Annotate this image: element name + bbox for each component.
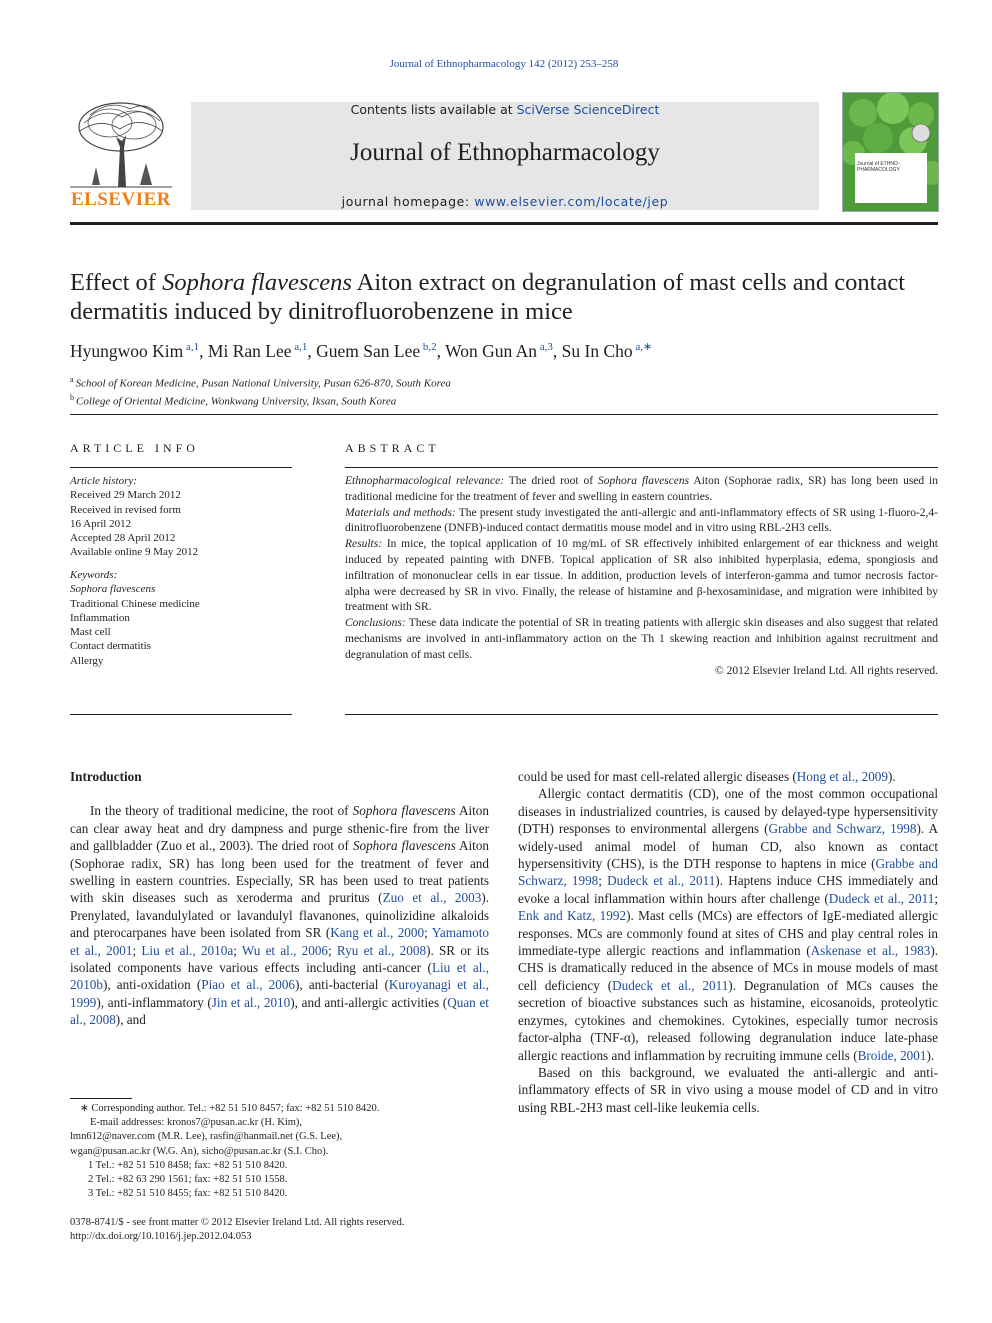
author-name: Mi Ran Lee xyxy=(207,340,292,361)
author-list: Hyungwoo Kim $^{a,1}$, Mi Ran Lee $^{a,1}$, Guem San Lee $^{b,2}$, Won Gun An $^{a,3}$, Su In Cho $^{a,∗}$ xyxy=(70,340,653,361)
body-text: ; xyxy=(328,942,337,958)
history-list xyxy=(70,488,292,559)
keyword-item: Allergy xyxy=(70,654,104,667)
footnote-corresponding: ∗ Corresponding author. Tel.: +82 51 510 8457; fax: +82 51 510 8420. xyxy=(80,1103,380,1114)
intro-paragraph-1-continued xyxy=(518,768,938,785)
body-text: Allergic contact dermatitis (CD), one of the most common occupational diseases in industrialized countries, is caused by delayed-type hypersensitivity (DTH) responses to environmental allergens ( xyxy=(518,786,938,837)
abstract-results xyxy=(345,537,938,616)
history-label: Article history: xyxy=(70,475,137,487)
title-divider xyxy=(70,414,938,415)
keyword-list xyxy=(70,582,292,668)
footnote-emails-2[interactable]: lmn612@naver.com (M.R. Lee), rasfin@hanmail.net (G.S. Lee), xyxy=(70,1131,343,1143)
abstract-heading: ABSTRACT xyxy=(345,441,440,455)
journal-banner xyxy=(191,102,819,210)
author-name: Hyungwoo Kim xyxy=(70,340,184,361)
contents-prefix: Contents lists available at xyxy=(350,102,517,117)
body-text: ). xyxy=(926,1047,935,1063)
cover-title: Journal of ETHNO-PHARMACOLOGY xyxy=(857,161,900,173)
abstract-relevance xyxy=(345,474,938,506)
abstract-bottom-rule xyxy=(345,714,938,715)
citation-link[interactable]: Broide, 2001 xyxy=(857,1047,927,1063)
sciencedirect-link[interactable]: SciVerse ScienceDirect xyxy=(516,102,660,117)
body-text: ). Mast cells (MCs) are effectors of IgE-mediated allergic responses. MCs are commonly found at sites of CHS and play central roles in immediate-type allergic reactions and inflammation ( xyxy=(518,908,938,959)
footnote-1: 1 Tel.: +82 51 510 8458; fax: +82 51 510 8420. xyxy=(88,1159,288,1171)
abstract-rule xyxy=(345,467,938,468)
author-affiliation-mark[interactable]: a,3 xyxy=(537,341,553,353)
author-affiliation-mark[interactable]: a,1 xyxy=(291,341,308,353)
body-text: Aiton can clear away heat and dry dampness and purge sthenic-fire from the liver and gallbladder (Zuo et al., 2003). The dried root of xyxy=(70,803,489,854)
body-text: ). A widely-used animal model of human CD, also known as contact hypersensitivity (CHS), is the DTH response to haptens in mice ( xyxy=(518,821,939,872)
body-text: could be used for mast cell-related allergic diseases ( xyxy=(518,769,797,784)
body-text: ). Degranulation of MCs causes the secretion of bioactive substances such as histamine, eicosanoids, proteolytic enzymes, cytokines and chemokines. Cytokines, especially tumor necrosis factor-alpha (TNF-α), released following degranulation induce late-phase allergic reactions and inflammation by recruiting immune cells ( xyxy=(518,977,939,1063)
footnote-emails[interactable]: E-mail addresses: kronos7@pusan.ac.kr (H. Kim), xyxy=(90,1117,303,1129)
elsevier-tree-icon xyxy=(70,97,172,189)
citation-link[interactable]: Grabbe and Schwarz, 1998 xyxy=(518,856,938,889)
citation-link[interactable]: Wu et al., 2006 xyxy=(241,942,329,958)
body-text: Based on this background, we evaluated the anti-allergic and anti-inflammatory effects of SR in vivo using a mouse model of CD and in vitro using RBL-2H3 mast cell-like leukemia cells. xyxy=(518,1064,938,1115)
methods-label: Materials and methods: xyxy=(345,506,456,519)
article-title xyxy=(70,268,938,326)
citation-link[interactable]: Piao et al., 2006 xyxy=(201,977,296,993)
citation-link[interactable]: Zuo et al., 2003 xyxy=(382,890,482,906)
affiliation-mark: b xyxy=(70,392,76,402)
history-item: Available online 9 May 2012 xyxy=(70,546,199,559)
citation-link[interactable]: Dudeck et al., 2011 xyxy=(612,977,729,993)
body-text: ; xyxy=(424,925,432,941)
issn-line: 0378-8741/$ - see front matter © 2012 Elsevier Ireland Ltd. All rights reserved. xyxy=(70,1217,405,1228)
article-info-heading: ARTICLE INFO xyxy=(70,441,199,455)
keywords-label: Keywords: xyxy=(70,569,118,581)
footnotes xyxy=(70,1102,489,1201)
title-part-1: Effect of xyxy=(70,269,163,296)
body-text: ), anti-inflammatory ( xyxy=(96,994,212,1010)
article-history xyxy=(70,474,292,560)
keyword-item: Inflammation xyxy=(70,611,130,624)
results-text: In mice, the topical application of 10 mg/mL of SR effectively inhibited enlargement of ear thickness and weight induced by repeated painting with DNFB. Topical application of SR also inhibited hyperplasia, edema, spongiosis and infiltration of mononuclear cells in ear tissue. In addition, production levels of interferon-gamma and tumor necrosis factor-alpha were decreased by SR in vivo. Finally, the release of histamine and β-hexosaminidase, and migration were inhibited by treatment with SR. xyxy=(345,538,938,614)
abstract-methods xyxy=(345,506,938,538)
citation-link[interactable]: Ryu et al., 2008 xyxy=(336,942,427,958)
body-text: ). SR or its isolated components have various effects including anti-cancer ( xyxy=(70,942,489,976)
homepage-line xyxy=(191,194,819,209)
homepage-link[interactable]: www.elsevier.com/locate/jep xyxy=(474,194,669,209)
abstract-body xyxy=(345,474,938,679)
methods-text: The present study investigated the anti-allergic and anti-inflammatory effects of SR using 1-fluoro-2,4-dinitrofluorobenzene (DNFB)-induced contact dermatitis mouse model and in vitro using RBL-2H3 cells. xyxy=(345,506,938,535)
citation-link[interactable]: Quan et al., 2008 xyxy=(70,994,489,1028)
body-column-right xyxy=(518,768,938,1116)
journal-cover-image xyxy=(842,92,939,212)
body-text: ). Prenylated, lavandulylated or lavandulyl flavanones, quinolizidine alkaloids and pterocarpanes have been isolated from SR ( xyxy=(70,890,490,941)
intro-paragraph-2 xyxy=(518,785,938,1064)
article-info-bottom-rule xyxy=(70,714,292,715)
body-text: ), and xyxy=(115,1012,146,1028)
author-affiliation-mark[interactable]: a,∗ xyxy=(632,341,653,353)
author-affiliation-mark[interactable]: a,1 xyxy=(183,341,200,353)
footnote-emails-3[interactable]: wgan@pusan.ac.kr (W.G. An), sicho@pusan.ac.kr (S.I. Cho). xyxy=(70,1145,329,1157)
journal-reference[interactable]: Journal of Ethnopharmacology 142 (2012) 253–258 xyxy=(389,58,619,70)
body-text: Aiton (Sophorae radix, SR) has long been used for the treatment of fever and swelling in eastern countries. Especially, SR has been used to treat patients with skin diseases such as xeroderma and pruritus ( xyxy=(70,838,490,906)
contents-line xyxy=(191,102,819,117)
affiliation-list xyxy=(70,373,938,408)
keyword-item: Traditional Chinese medicine xyxy=(70,597,200,610)
elsevier-wordmark: ELSEVIER xyxy=(70,189,172,210)
article-info-rule xyxy=(70,467,292,468)
footnote-3: 3 Tel.: +82 51 510 8455; fax: +82 51 510 8420. xyxy=(88,1188,288,1200)
intro-paragraph-3 xyxy=(518,1064,938,1116)
abstract-conclusions xyxy=(345,616,938,663)
copyright-line: © 2012 Elsevier Ireland Ltd. All rights reserved. xyxy=(714,664,938,677)
body-text: ), anti-oxidation ( xyxy=(102,977,202,993)
body-text: ), and anti-allergic activities ( xyxy=(290,994,448,1010)
author-name: Won Gun An xyxy=(445,340,538,361)
intro-paragraph-1 xyxy=(70,802,489,1028)
history-item: Received 29 March 2012 xyxy=(70,489,181,502)
affiliation-item xyxy=(70,373,938,391)
elsevier-logo xyxy=(70,97,172,211)
citation-link[interactable]: Askenase et al., 1983 xyxy=(810,943,931,959)
affiliation-item xyxy=(70,391,938,409)
title-species: Sophora flavescens xyxy=(162,269,352,296)
citation-link[interactable]: Jin et al., 2010 xyxy=(211,994,291,1010)
journal-title: Journal of Ethnopharmacology xyxy=(350,139,660,166)
citation-link[interactable]: Dudeck et al., 2011 xyxy=(828,890,935,906)
citation-link[interactable]: Dudeck et al., 2011 xyxy=(607,873,716,889)
affiliation-text: School of Korean Medicine, Pusan National University, Pusan 626-870, South Korea xyxy=(75,377,451,390)
keyword-item: Mast cell xyxy=(70,626,111,639)
results-label: Results: xyxy=(345,538,383,551)
keywords-block xyxy=(70,568,292,668)
citation-link[interactable]: Kuroyanagi et al., 1999 xyxy=(70,977,489,1010)
citation-link[interactable]: Liu et al., 2010a xyxy=(141,942,234,958)
citation-link[interactable]: Kang et al., 2000 xyxy=(330,925,425,941)
conclusions-text: These data indicate the potential of SR in treating patients with allergic skin diseases and also suggest that related mechanisms are involved in anti-inflammatory action on the Th 1 skewing reaction and inhibition against recruitment and degranulation of mast cells. xyxy=(345,617,938,661)
citation-link[interactable]: Grabbe and Schwarz, 1998 xyxy=(768,821,917,837)
keyword-item: Sophora flavescens xyxy=(70,583,156,596)
body-text: ; xyxy=(598,873,608,889)
introduction-heading: Introduction xyxy=(70,769,142,784)
body-text: ). Haptens induce CHS immediately and evoke a local inflammation within hours after challenge ( xyxy=(518,873,938,906)
author-affiliation-mark[interactable]: b,2 xyxy=(420,341,437,353)
citation-link[interactable]: Liu et al., 2010b xyxy=(70,960,489,993)
keyword-item: Contact dermatitis xyxy=(70,640,151,653)
body-text: ; xyxy=(233,942,242,958)
doi-link[interactable]: http://dx.doi.org/10.1016/j.jep.2012.04.053 xyxy=(70,1231,252,1243)
citation-link[interactable]: Yamamoto et al., 2001 xyxy=(70,925,489,958)
relevance-species: Sophora flavescens xyxy=(597,475,690,487)
citation-link[interactable]: Hong et al., 2009 xyxy=(796,769,888,784)
body-text: ; xyxy=(132,942,142,958)
cover-foliage-icon xyxy=(843,93,938,211)
history-item: Received in revised form xyxy=(70,503,181,516)
author-name: Su In Cho xyxy=(561,340,633,361)
relevance-text-b: Aiton (Sophorae radix, SR) has long been used in traditional medicine for the treatment of fever and swelling in eastern countries. xyxy=(345,475,939,503)
title-part-2: Aiton extract on degranulation of mast cells and contact dermatitis induced by dinitrofluorobenzene in mice xyxy=(70,269,906,325)
footnote-2: 2 Tel.: +82 63 290 1561; fax: +82 51 510 1558. xyxy=(88,1174,288,1186)
history-item: Accepted 28 April 2012 xyxy=(70,532,176,545)
affiliation-mark: a xyxy=(70,375,76,384)
body-text: ), anti-bacterial ( xyxy=(295,977,389,993)
homepage-prefix: journal homepage: xyxy=(341,194,475,209)
body-column-left xyxy=(70,768,489,1029)
species-name: Sophora flavescens xyxy=(352,838,456,854)
author-name: Guem San Lee xyxy=(316,340,421,361)
body-text: ; xyxy=(934,890,938,906)
body-text: In the theory of traditional medicine, the root of xyxy=(90,803,353,819)
relevance-label: Ethnopharmacological relevance: xyxy=(345,475,505,487)
relevance-text-a: The dried root of xyxy=(504,475,598,487)
affiliation-text: College of Oriental Medicine, Wonkwang University, Iksan, South Korea xyxy=(76,395,397,408)
body-text: ). CHS is dramatically reduced in the absence of MCs in mouse models of mast cell deficiency ( xyxy=(518,943,939,993)
conclusions-label: Conclusions: xyxy=(345,617,406,630)
front-matter-info xyxy=(70,1216,570,1244)
header-divider xyxy=(70,222,938,225)
body-text: ). xyxy=(887,769,896,784)
citation-link[interactable]: Enk and Katz, 1992 xyxy=(518,908,627,924)
history-item: 16 April 2012 xyxy=(70,517,132,530)
footnote-rule xyxy=(70,1098,132,1099)
species-name: Sophora flavescens xyxy=(352,803,456,819)
